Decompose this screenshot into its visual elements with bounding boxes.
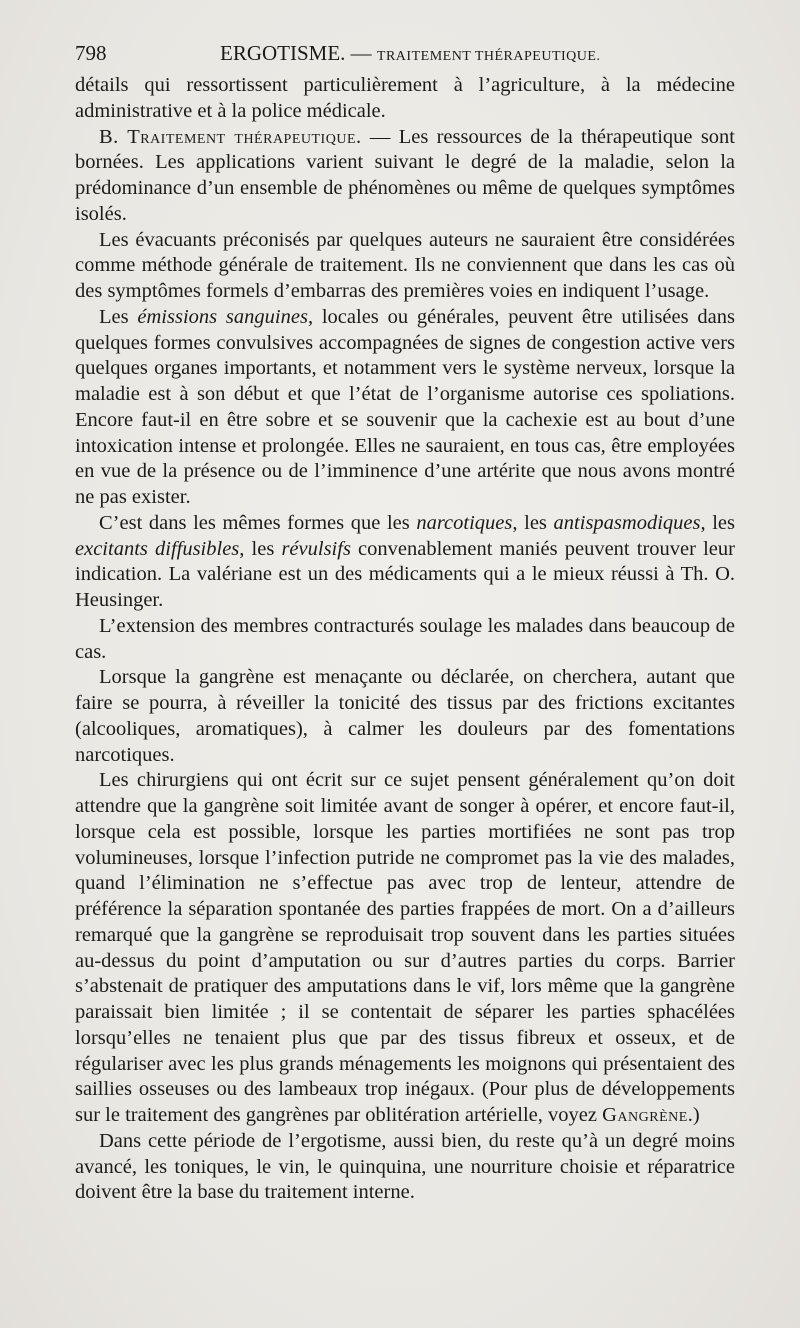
running-head [75,40,735,66]
emphasis: narcotiques [416,511,513,534]
text-run: C’est dans les mêmes formes que les [99,511,417,534]
text-run: .) [687,1104,700,1126]
paragraph-section-b [75,125,735,228]
text-run: Les chirurgiens qui ont écrit sur ce sujet pensent généralement qu’on doit attendre que la gangrène soit limitée avant de songer à opérer, et encore faut-il, lorsque cela est possible, lorsque les parties mortifiées ne sont pas trop volumineuses, lorsque l’infection putride ne compromet pas la vie des malades, quand l’élimination ne s’effectue pas avec trop de lenteur, attendre de préférence la séparation spontanée des parties frappées de mort. On a d’ailleurs remarqué que la gangrène se reproduisait trop souvent dans les parties situées au-dessus du point d’amputation ou sur d’autres parties du corps. Barrier s’abstenait de pratiquer des amputations dans le vif, lors même que la gangrène paraissait bien limitée ; il se contentait de séparer les parties sphacélées lorsqu’elles ne tenaient plus que par des tissus fibreux et osseux, et de régulariser avec les plus grands ménagements les moignons qui présentaient des saillies osseuses ou des lambeaux trop inégaux. (Pour plus de développements sur le traitement des gangrènes par oblitération artérielle, voyez [75,769,735,1126]
paragraph-evacuants: Les évacuants préconisés par quelques auteurs ne sauraient être considérées comme méthode générale de traitement. Ils ne conviennent que dans les cas où des symptômes formels d’embarras des premières voies en indiquent l’usage. [75,228,735,302]
running-title [220,40,600,70]
emphasis: antispasmodiques [553,511,701,534]
cross-reference: Gangrène [602,1104,688,1126]
text-run: , les [512,511,554,534]
text-run: convenablement maniés peuvent trouver leur indication. La valériane est un des médicaments qui a le mieux réussi à Th. O. Heusinger. [75,537,735,611]
paragraph-extension: L’extension des membres contracturés soulage les malades dans beaucoup de cas. [75,614,735,663]
paragraph-text: — Les ressources de la thérapeutique sont bornées. Les applications varient suivant le degré de la maladie, selon la prédominance d’un ensemble de phénomènes ou même de quelques symptômes isolés. [75,125,735,225]
paragraph-continued: détails qui ressortissent particulièrement à l’agriculture, à la médecine administrative et à la police médicale. [75,74,735,122]
emphasis: émissions sanguines [137,305,308,328]
body-text [75,73,735,1206]
paragraph-chirurgiens [75,768,735,1129]
paragraph-toniques: Dans cette période de l’ergotisme, aussi bien, du reste qu’à un degré moins avancé, les toniques, le vin, le quinquina, une nourriture choisie et réparatrice doivent être la base du traitement interne. [75,1129,735,1204]
running-title-separator: — [350,41,372,65]
running-title-subtitle: TRAITEMENT THÉRAPEUTIQUE. [376,49,601,64]
emphasis: révulsifs [281,537,351,560]
section-heading: B. Traitement thérapeutique. [99,125,362,148]
paragraph-gangrene: Lorsque la gangrène est menaçante ou déclarée, on cherchera, autant que faire se pourra, à réveiller la tonicité des tissus par des frictions excitantes (alcooliques, aromatiques), à calmer les douleurs par des fomentations narcotiques. [75,666,735,766]
text-run: , locales ou générales, peuvent être utilisées dans quelques formes convulsives accompagnées de signes de congestion active vers quelques organes importants, et notamment vers le système nerveux, lorsque la maladie est à son début et que l’état de l’organisme autorise ces spoliations. Encore faut-il en être sobre et se souvenir que la cachexie est au bout d’une intoxication intense et prolongée. Elles ne sauraient, en tous cas, être employées en vue de la présence ou de l’imminence d’une artérite que nous avons montré ne pas exister. [75,305,735,508]
paragraph-narcotiques [75,511,735,614]
paragraph-emissions [75,305,735,511]
text-run: , les [239,537,282,560]
text-run: Les [99,305,138,328]
running-title-main: ERGOTISME. [220,41,346,65]
emphasis: excitants diffusibles [75,537,240,560]
text-run: , les [700,511,736,534]
page-number: 798 [75,41,107,65]
